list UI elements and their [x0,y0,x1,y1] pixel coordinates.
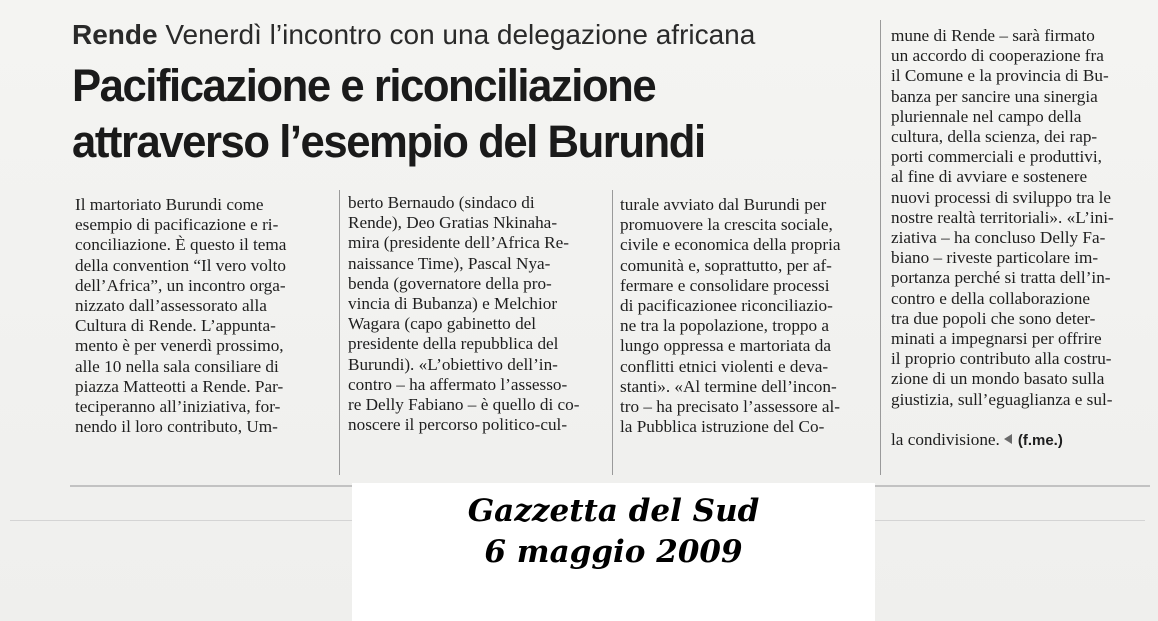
publication-date: 6 maggio 2009 [484,534,743,570]
article-headline [72,58,848,170]
text-line: della convention “Il vero volto [75,255,286,275]
text-line: giustizia, sull’eguaglianza e sul- [891,389,1113,409]
source-caption [352,483,875,621]
text-line: il Comune e la provincia di Bu- [891,66,1109,86]
text-line: vincia di Bubanza) e Melchior [348,294,558,314]
text-line: nendo il loro contributo, Um- [75,417,278,437]
column-divider [339,190,340,475]
text-line: promuovere la crescita sociale, [620,215,833,235]
article-column-4 [891,26,1149,410]
text-line: mira (presidente dell’Africa Re- [348,233,569,253]
separator-line [10,520,355,521]
article-kicker [72,18,755,52]
text-line: contro – ha affermato l’assesso- [348,374,568,394]
text-line: contro e della collaborazione [891,288,1090,308]
text-line: lungo oppressa e martoriata da [620,336,831,356]
text-line: re Delly Fabiano – è quello di co- [348,395,580,415]
text-line: dell’Africa”, un incontro orga- [75,275,286,295]
text-line: tra due popoli che sono deter- [891,308,1096,328]
text-line: civile e economica della propria [620,235,841,255]
text-line: di pacificazionee riconciliazio- [620,296,833,316]
text-line: biano – riveste particolare im- [891,248,1099,268]
separator-line [875,485,1150,487]
text-line: minati a impegnarsi per offrire [891,329,1102,349]
kicker-text: Venerdì l’incontro con una delegazione africana [165,19,756,50]
text-line: noscere il percorso politico-cul- [348,415,568,435]
text-line: al fine di avviare e sostenere [891,167,1088,187]
text-line: nuovi processi di sviluppo tra le [891,187,1112,207]
text-line: tro – ha precisato l’assessore al- [620,397,841,417]
text-line: naissance Time), Pascal Nya- [348,253,551,273]
text-line: piazza Matteotti a Rende. Par- [75,376,284,396]
separator-line [70,485,355,487]
text-line: berto Bernaudo (sindaco di [348,193,535,212]
kicker-place: Rende [72,19,158,50]
text-line: cultura, della scienza, dei rap- [891,127,1098,147]
headline-line: attraverso l’esempio del Burundi [72,116,705,167]
text-line: nizzato dall’assessorato alla [75,296,267,316]
text-line: mento è per venerdì prossimo, [75,336,284,356]
article-ending [891,430,1063,451]
author-signature: (f.me.) [1017,432,1063,449]
article-column-1 [75,195,330,437]
separator-line [875,520,1145,521]
text-line: ziativa – ha concluso Delly Fa- [891,228,1106,248]
text-line: benda (governatore della pro- [348,273,552,293]
text-line: turale avviato dal Burundi per [620,195,827,214]
text-line: conciliazione. È questo il tema [75,235,287,255]
text-line: conflitti etnici violenti e deva- [620,356,829,376]
article-column-2 [348,193,603,435]
newspaper-name: Gazzetta del Sud [467,493,760,529]
closing-text: la condivisione. [891,430,1000,449]
text-line: teciperanno all’iniziativa, for- [75,397,281,417]
text-line: il proprio contributo alla costru- [891,349,1112,369]
text-line: comunità e, soprattutto, per af- [620,255,832,275]
text-line: Wagara (capo gabinetto del [348,314,537,334]
text-line: banza per sancire una sinergia [891,86,1098,106]
column-divider [880,20,881,475]
text-line: Il martoriato Burundi come [75,195,264,214]
column-divider [612,190,613,475]
text-line: presidente della repubblica del [348,334,559,354]
text-line: nostre realtà territoriali». «L’ini- [891,207,1114,227]
text-line: pluriennale nel campo della [891,106,1082,126]
text-line: portanza perché si tratta dell’in- [891,268,1111,288]
text-line: Cultura di Rende. L’appunta- [75,316,276,336]
text-line: un accordo di cooperazione fra [891,46,1104,66]
text-line: fermare e consolidare processi [620,275,830,295]
text-line: Burundi). «L’obiettivo dell’in- [348,354,558,374]
text-line: porti commerciali e produttivi, [891,147,1102,167]
text-line: Rende), Deo Gratias Nkinaha- [348,213,558,233]
end-marker-icon [1004,434,1012,444]
text-line: stanti». «Al termine dell’incon- [620,376,837,396]
text-line: ne tra la popolazione, troppo a [620,316,830,336]
text-line: mune di Rende – sarà firmato [891,26,1095,45]
text-line: zione di un mondo basato sulla [891,369,1105,389]
article-column-3 [620,195,875,437]
text-line: la Pubblica istruzione del Co- [620,417,825,437]
headline-line: Pacificazione e riconciliazione [72,60,656,111]
text-line: esempio di pacificazione e ri- [75,215,279,235]
text-line: alle 10 nella sala consiliare di [75,356,279,376]
